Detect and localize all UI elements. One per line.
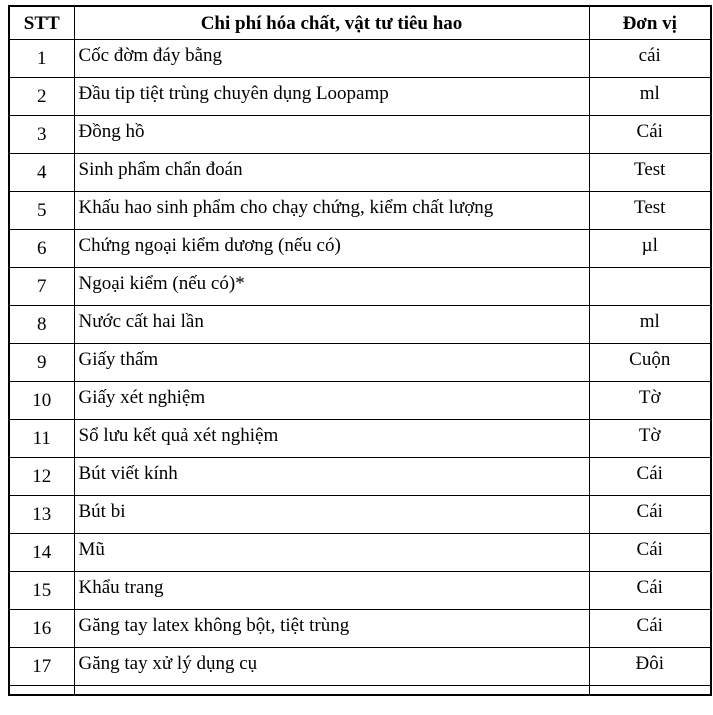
table-row — [9, 610, 711, 648]
row-stt-cell: 9 — [9, 344, 74, 382]
header-stt: STT — [9, 6, 74, 40]
row-unit-cell: Test — [589, 154, 711, 192]
row-stt-cell: 11 — [9, 420, 74, 458]
row-item-cell: Bút viết kính — [74, 458, 589, 496]
row-item-cell: Khấu hao sinh phẩm cho chạy chứng, kiểm chất lượng — [74, 192, 589, 230]
row-unit-cell: Cái — [589, 496, 711, 534]
row-item-cell: Ngoại kiểm (nếu có)* — [74, 268, 589, 306]
row-unit-cell: cái — [589, 40, 711, 78]
row-item-cell: Khẩu trang — [74, 572, 589, 610]
row-stt-cell: 17 — [9, 648, 74, 686]
table-row — [9, 192, 711, 230]
row-stt-cell: 14 — [9, 534, 74, 572]
table-row — [9, 572, 711, 610]
row-stt-cell: 8 — [9, 306, 74, 344]
row-unit-cell: Cái — [589, 116, 711, 154]
row-unit-cell: Cái — [589, 534, 711, 572]
row-stt-cell: 3 — [9, 116, 74, 154]
row-unit-cell: Cái — [589, 610, 711, 648]
row-stt-cell: 2 — [9, 78, 74, 116]
row-unit-cell: Tờ — [589, 382, 711, 420]
row-unit-cell: Cái — [589, 572, 711, 610]
table-row — [9, 78, 711, 116]
table-row — [9, 40, 711, 78]
row-unit-cell: Tờ — [589, 420, 711, 458]
consumables-cost-table — [8, 5, 712, 696]
row-stt-cell: 4 — [9, 154, 74, 192]
table-row — [9, 230, 711, 268]
row-unit-cell: ml — [589, 78, 711, 116]
table-row — [9, 154, 711, 192]
header-row — [9, 6, 711, 40]
row-unit-cell: Test — [589, 192, 711, 230]
row-item-cell: Cốc đờm đáy bằng — [74, 40, 589, 78]
table-row — [9, 496, 711, 534]
row-unit-cell: µl — [589, 230, 711, 268]
row-unit-cell: ml — [589, 306, 711, 344]
row-item-cell: Nước cất hai lần — [74, 306, 589, 344]
row-unit-cell — [589, 686, 711, 696]
row-item-cell: Chứng ngoại kiểm dương (nếu có) — [74, 230, 589, 268]
table-row — [9, 534, 711, 572]
row-item-cell: Giấy thấm — [74, 344, 589, 382]
row-stt-cell: 1 — [9, 40, 74, 78]
table-row — [9, 344, 711, 382]
row-item-cell: Găng tay latex không bột, tiệt trùng — [74, 610, 589, 648]
table-row — [9, 382, 711, 420]
row-unit-cell — [589, 268, 711, 306]
row-stt-cell: 12 — [9, 458, 74, 496]
row-item-cell: Đầu tip tiệt trùng chuyên dụng Loopamp — [74, 78, 589, 116]
table-row — [9, 116, 711, 154]
row-unit-cell: Cuộn — [589, 344, 711, 382]
row-item-cell — [74, 686, 589, 696]
row-stt-cell — [9, 686, 74, 696]
row-stt-cell: 16 — [9, 610, 74, 648]
row-item-cell: Sinh phẩm chẩn đoán — [74, 154, 589, 192]
row-item-cell: Đồng hồ — [74, 116, 589, 154]
row-unit-cell: Cái — [589, 458, 711, 496]
row-item-cell: Bút bi — [74, 496, 589, 534]
row-item-cell: Sổ lưu kết quả xét nghiệm — [74, 420, 589, 458]
table-body — [9, 40, 711, 696]
table-row — [9, 268, 711, 306]
row-stt-cell: 7 — [9, 268, 74, 306]
row-item-cell: Giấy xét nghiệm — [74, 382, 589, 420]
header-unit: Đơn vị — [589, 6, 711, 40]
table-row — [9, 648, 711, 686]
table-row — [9, 458, 711, 496]
row-stt-cell: 5 — [9, 192, 74, 230]
table-row — [9, 306, 711, 344]
row-stt-cell: 13 — [9, 496, 74, 534]
table-row — [9, 420, 711, 458]
table-header — [9, 6, 711, 40]
row-unit-cell: Đôi — [589, 648, 711, 686]
header-item: Chi phí hóa chất, vật tư tiêu hao — [74, 6, 589, 40]
row-stt-cell: 6 — [9, 230, 74, 268]
row-item-cell: Mũ — [74, 534, 589, 572]
row-stt-cell: 15 — [9, 572, 74, 610]
row-stt-cell: 10 — [9, 382, 74, 420]
table-row-partial — [9, 686, 711, 696]
row-item-cell: Găng tay xử lý dụng cụ — [74, 648, 589, 686]
